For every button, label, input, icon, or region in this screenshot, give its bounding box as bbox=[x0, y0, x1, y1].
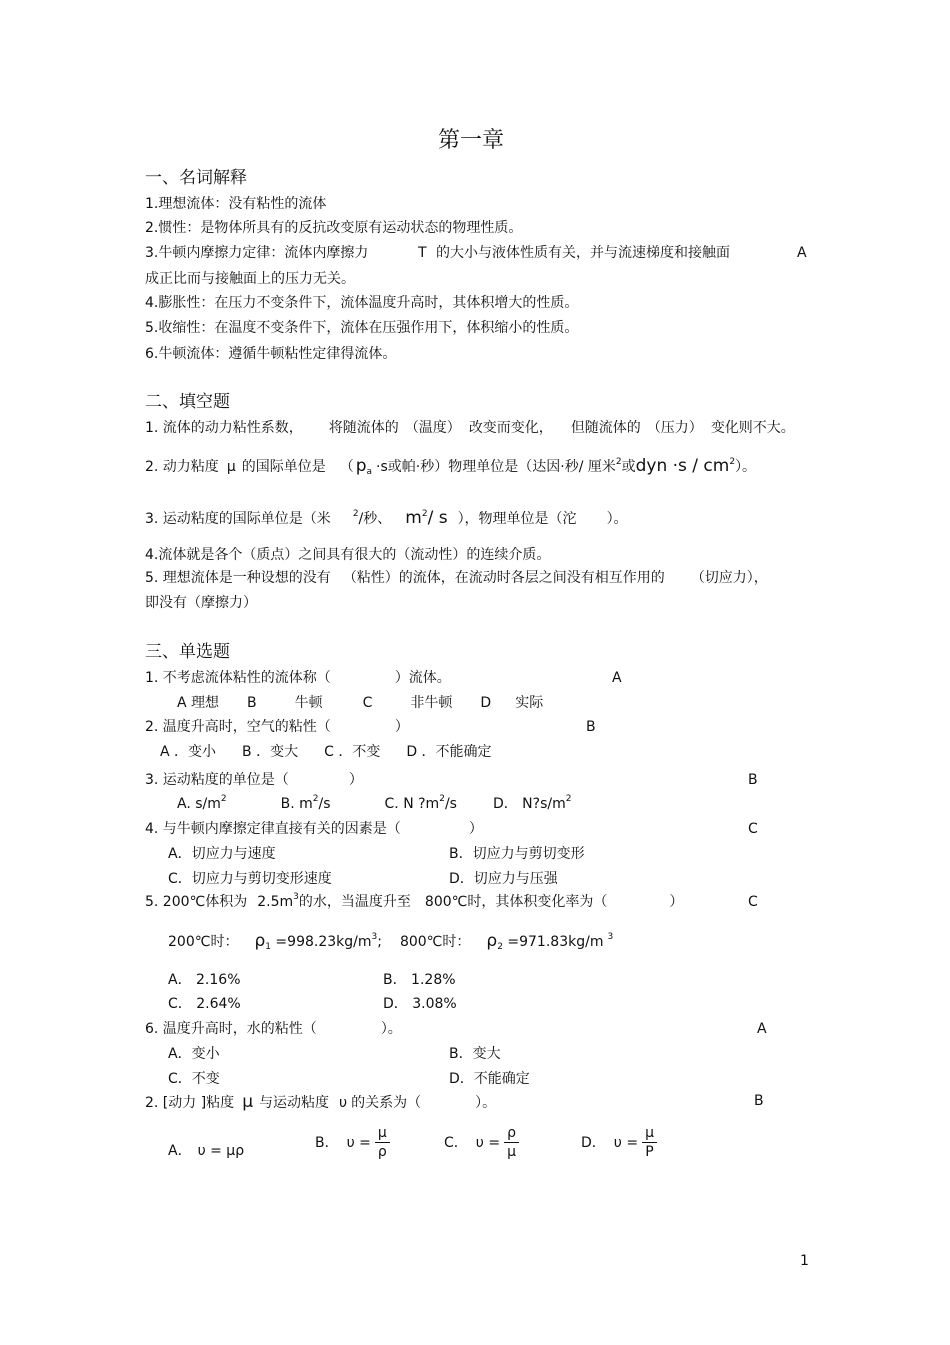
choice-question-7: 2. [动力 ]粘度 μ 与运动粘度 υ 的关系为（ ）。 bbox=[145, 1092, 497, 1112]
definition-item: 1.理想流体：没有粘性的流体 bbox=[145, 196, 327, 212]
answer-label: C bbox=[748, 894, 758, 910]
answer-label: B bbox=[754, 1093, 764, 1109]
option-b-formula: B． υ = $\frac{\mu}{\rho}$ bbox=[315, 1126, 390, 1159]
page-title: 第一章 bbox=[438, 128, 505, 153]
definition-item: 2.惯性：是物体所具有的反抗改变原有运动状态的物理性质。 bbox=[145, 220, 523, 236]
answer-label: A bbox=[612, 670, 622, 686]
answer-label: B bbox=[748, 772, 758, 788]
fill-question-5-cont: 即没有（摩擦力） bbox=[145, 595, 257, 611]
choice-question-4: 4. 与牛顿内摩擦定律直接有关的因素是（ ） bbox=[145, 821, 483, 837]
definition-item: 6.牛顿流体：遵循牛顿粘性定律得流体。 bbox=[145, 346, 397, 362]
choice-option: C．不变 bbox=[168, 1071, 220, 1087]
choice-option: B．变大 bbox=[449, 1046, 501, 1062]
fraction: $\frac{\mu}{\rho}$ bbox=[375, 1126, 390, 1159]
fill-question-4: 4.流体就是各个（质点）之间具有很大的（流动性）的连续介质。 bbox=[145, 547, 551, 563]
choice-question-6: 6. 温度升高时，水的粘性（ ）。 bbox=[145, 1021, 402, 1037]
choice-option: A． 2.16% bbox=[168, 972, 241, 988]
definition-symbol-a: A bbox=[797, 245, 807, 261]
answer-label: C bbox=[748, 821, 758, 837]
fill-question-1: 1. 流体的动力粘性系数， 将随流体的 （温度） 改变而变化， 但随流体的 （压力） 变化则不大。 bbox=[145, 420, 795, 436]
choice-question-3: 3. 运动粘度的单位是（ ） bbox=[145, 772, 363, 788]
choice-option: C． 2.64% bbox=[168, 996, 241, 1012]
choice-question-2: 2. 温度升高时，空气的粘性（ ） bbox=[145, 719, 409, 735]
fill-question-3: 3. 运动粘度的国际单位是（米 $^2$/秒、 $m^2/$ s ），物理单位是（沱 ）。 bbox=[145, 508, 628, 528]
definition-item: 4.膨胀性：在压力不变条件下，流体温度升高时，其体积增大的性质。 bbox=[145, 295, 579, 311]
given-values: 200℃时： $\rho_1 =998.23kg/m^3$; 800℃时： $\rho_2 =971.83kg/m$ $^3$ bbox=[168, 931, 614, 952]
choice-options: A ．变小 B ．变大 C ．不变 D ．不能确定 bbox=[160, 744, 492, 760]
choice-option: D．不能确定 bbox=[449, 1071, 530, 1087]
definition-item-cont: 的大小与液体性质有关，并与流速梯度和接触面 bbox=[436, 245, 730, 261]
definition-item: 5.收缩性：在温度不变条件下，流体在压强作用下，体积缩小的性质。 bbox=[145, 320, 579, 336]
definition-item: 3.牛顿内摩擦力定律：流体内摩擦力 bbox=[145, 245, 369, 261]
answer-label: B bbox=[586, 719, 596, 735]
section-heading-2: 二、填空题 bbox=[145, 392, 230, 412]
definition-item: 成正比而与接触面上的压力无关。 bbox=[145, 271, 355, 287]
fill-question-2: 2. 动力粘度 μ 的国际单位是 （ $p_a \cdot s$或帕·秒）物理单位是（达因·秒/ 厘米$^2$或dyn $\cdot s / cm^2$）。 bbox=[145, 456, 757, 477]
choice-option: A．切应力与速度 bbox=[168, 846, 276, 862]
choice-option: D．切应力与压强 bbox=[449, 871, 558, 887]
choice-question-1: 1. 不考虑流体粘性的流体称（ ）流体。 bbox=[145, 670, 451, 686]
option-a-formula: A． υ = μρ bbox=[168, 1143, 245, 1159]
choice-option: C．切应力与剪切变形速度 bbox=[168, 871, 332, 887]
choice-option: B． 1.28% bbox=[383, 972, 456, 988]
choice-question-5: 5. 200℃体积为 $2.5m^3$的水，当温度升至 800℃时，其体积变化率为（ ） bbox=[145, 892, 684, 910]
choice-option: A．变小 bbox=[168, 1046, 220, 1062]
option-d-formula: D． υ = $\frac{\mu}{P}$ bbox=[581, 1126, 657, 1159]
choice-option: D． 3.08% bbox=[383, 996, 457, 1012]
page-number: 1 bbox=[800, 1253, 809, 1269]
definition-symbol-t: T bbox=[418, 245, 427, 261]
option-c-formula: C． υ = $\frac{\rho}{\mu}$ bbox=[444, 1126, 519, 1159]
choice-options: A 理想 B 牛顿 C 非牛顿 D 实际 bbox=[177, 695, 544, 711]
choice-options: A. $s/m^2$ B. $m^2/s$ C. N $?m^2/s$ D． $N?s/m^2$ bbox=[177, 794, 572, 812]
answer-label: A bbox=[757, 1021, 767, 1037]
section-heading-1: 一、名词解释 bbox=[145, 168, 247, 188]
section-heading-3: 三、单选题 bbox=[145, 642, 230, 662]
fraction: $\frac{\mu}{P}$ bbox=[642, 1126, 657, 1159]
choice-option: B．切应力与剪切变形 bbox=[449, 846, 585, 862]
fraction: $\frac{\rho}{\mu}$ bbox=[504, 1126, 519, 1159]
fill-question-5: 5. 理想流体是一种设想的没有 （粘性）的流体，在流动时各层之间没有相互作用的 （切应力）， bbox=[145, 570, 768, 586]
